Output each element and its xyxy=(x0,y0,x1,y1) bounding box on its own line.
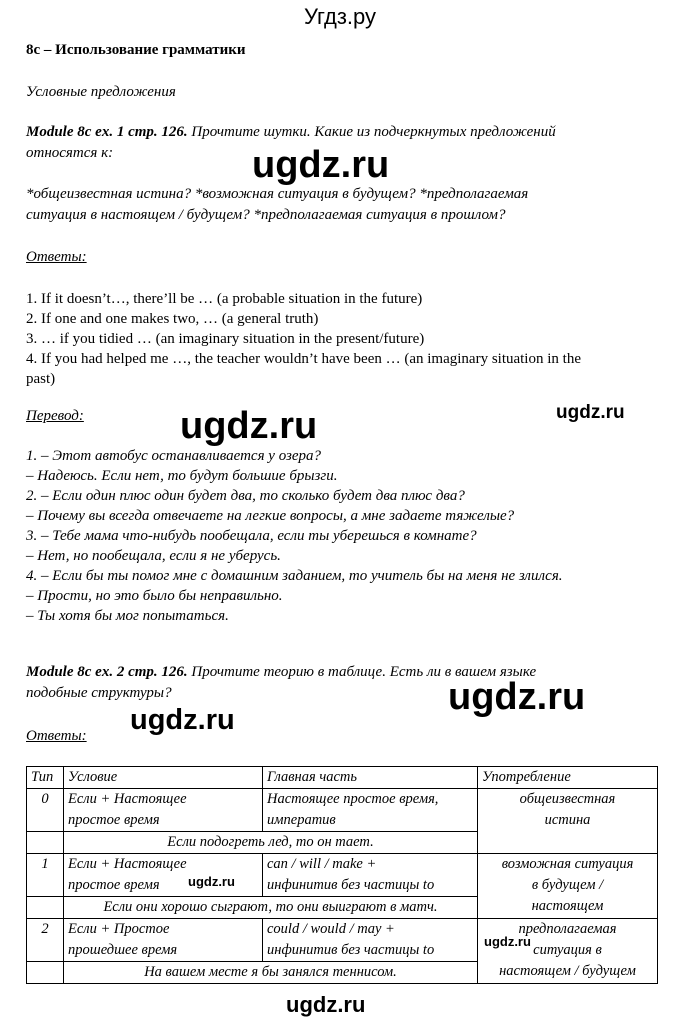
table-header-row xyxy=(27,767,658,789)
answer-line: 3. … if you tidied … (an imaginary situation in the present/future) xyxy=(26,331,425,347)
answer-line: 1. If it doesn’t…, there’ll be … (a probable situation in the future) xyxy=(26,291,423,307)
row-type: 0 xyxy=(27,789,64,832)
row-type: 2 xyxy=(27,919,64,962)
translation-line: 4. – Если бы ты помог мне с домашним заданием, то учитель бы на меня не злился. xyxy=(26,568,563,584)
translation-line: 1. – Этот автобус останавливается у озера? xyxy=(26,448,322,464)
header-main-clause: Главная часть xyxy=(263,767,478,789)
ex2-ref: Module 8c ex. 2 стр. 126. xyxy=(26,664,188,680)
watermark: ugdz.ru xyxy=(484,934,531,949)
row-main-clause: could / would / may + инфинитив без частицы to xyxy=(263,919,478,962)
row-main-clause: can / will / make + инфинитив без частицы to xyxy=(263,854,478,897)
row-example: Если они хорошо сыграют, то они выиграют в матч. xyxy=(64,897,478,919)
translation-line: – Нет, но пообещала, если я не уберусь. xyxy=(26,548,281,564)
row-example: На вашем месте я бы занялся теннисом. xyxy=(64,962,478,984)
row-type: 1 xyxy=(27,854,64,897)
table-row xyxy=(27,854,658,897)
ex1-task xyxy=(26,124,556,141)
watermark: ugdz.ru xyxy=(180,405,318,447)
translation-line: – Почему вы всегда отвечаете на легкие вопросы, а мне задаете тяжелые? xyxy=(26,508,515,524)
ex1-task-line1: Прочтите шутки. Какие из подчеркнутых предложений xyxy=(187,124,556,140)
translation-line: – Прости, но это было бы неправильно. xyxy=(26,588,283,604)
ex1-categories-line2: ситуация в настоящем / будущем? *предполагаемая ситуация в прошлом? xyxy=(26,207,506,223)
translation-line: 2. – Если один плюс один будет два, то сколько будет два плюс два? xyxy=(26,488,465,504)
answer-line: 4. If you had helped me …, the teacher wouldn’t have been … (an imaginary situation in the xyxy=(26,351,581,367)
row-condition: Если + Настоящее простое время xyxy=(64,854,263,897)
row-usage: возможная ситуация в будущем / настоящем xyxy=(478,854,658,919)
section-title: 8c – Использование грамматики xyxy=(26,42,246,58)
conditionals-table xyxy=(26,766,658,984)
ex1-task-line2: относятся к: xyxy=(26,145,114,161)
translation-line: – Ты хотя бы мог попытаться. xyxy=(26,608,229,624)
table-row xyxy=(27,789,658,832)
ex2-task-line1: Прочтите теорию в таблице. Есть ли в вашем языке xyxy=(187,664,537,680)
translation-line: 3. – Тебе мама что-нибудь пообещала, если ты уберешься в комнате? xyxy=(26,528,477,544)
row-condition: Если + Настоящее простое время xyxy=(64,789,263,832)
site-title: Угдз.ру xyxy=(303,4,377,29)
ex2-answers-label: Ответы: xyxy=(26,728,87,744)
watermark: ugdz.ru xyxy=(448,676,586,718)
header-condition: Условие xyxy=(64,767,263,789)
ex1-ref: Module 8c ex. 1 стр. 126. xyxy=(26,124,188,140)
ex1-categories-line1: *общеизвестная истина? *возможная ситуация в будущем? *предполагаемая xyxy=(26,186,529,202)
translation-line: – Надеюсь. Если нет, то будут большие брызги. xyxy=(26,468,338,484)
ex1-answers-label: Ответы: xyxy=(26,249,87,265)
answer-line: past) xyxy=(26,371,56,387)
answer-line: 2. If one and one makes two, … (a general truth) xyxy=(26,311,319,327)
watermark: ugdz.ru xyxy=(252,144,390,186)
row-example: Если подогреть лед, то он тает. xyxy=(64,832,478,854)
watermark: ugdz.ru xyxy=(188,874,235,889)
topic-title: Условные предложения xyxy=(26,84,176,100)
row-main-clause: Настоящее простое время, императив xyxy=(263,789,478,832)
row-usage: предполагаемая ситуация в настоящем / будущем xyxy=(478,919,658,984)
ex1-translation-list xyxy=(26,446,563,626)
ex1-translation-label: Перевод: xyxy=(26,408,84,424)
table-row xyxy=(27,919,658,962)
header-usage: Употребление xyxy=(478,767,658,789)
watermark: ugdz.ru xyxy=(286,992,366,1017)
watermark: ugdz.ru xyxy=(556,402,625,423)
ex2-task-line2: подобные структуры? xyxy=(26,685,172,701)
row-condition: Если + Простое прошедшее время xyxy=(64,919,263,962)
header-type: Тип xyxy=(27,767,64,789)
ex1-answers-list xyxy=(26,289,581,389)
row-usage: общеизвестная истина xyxy=(478,789,658,854)
watermark: ugdz.ru xyxy=(130,704,235,736)
